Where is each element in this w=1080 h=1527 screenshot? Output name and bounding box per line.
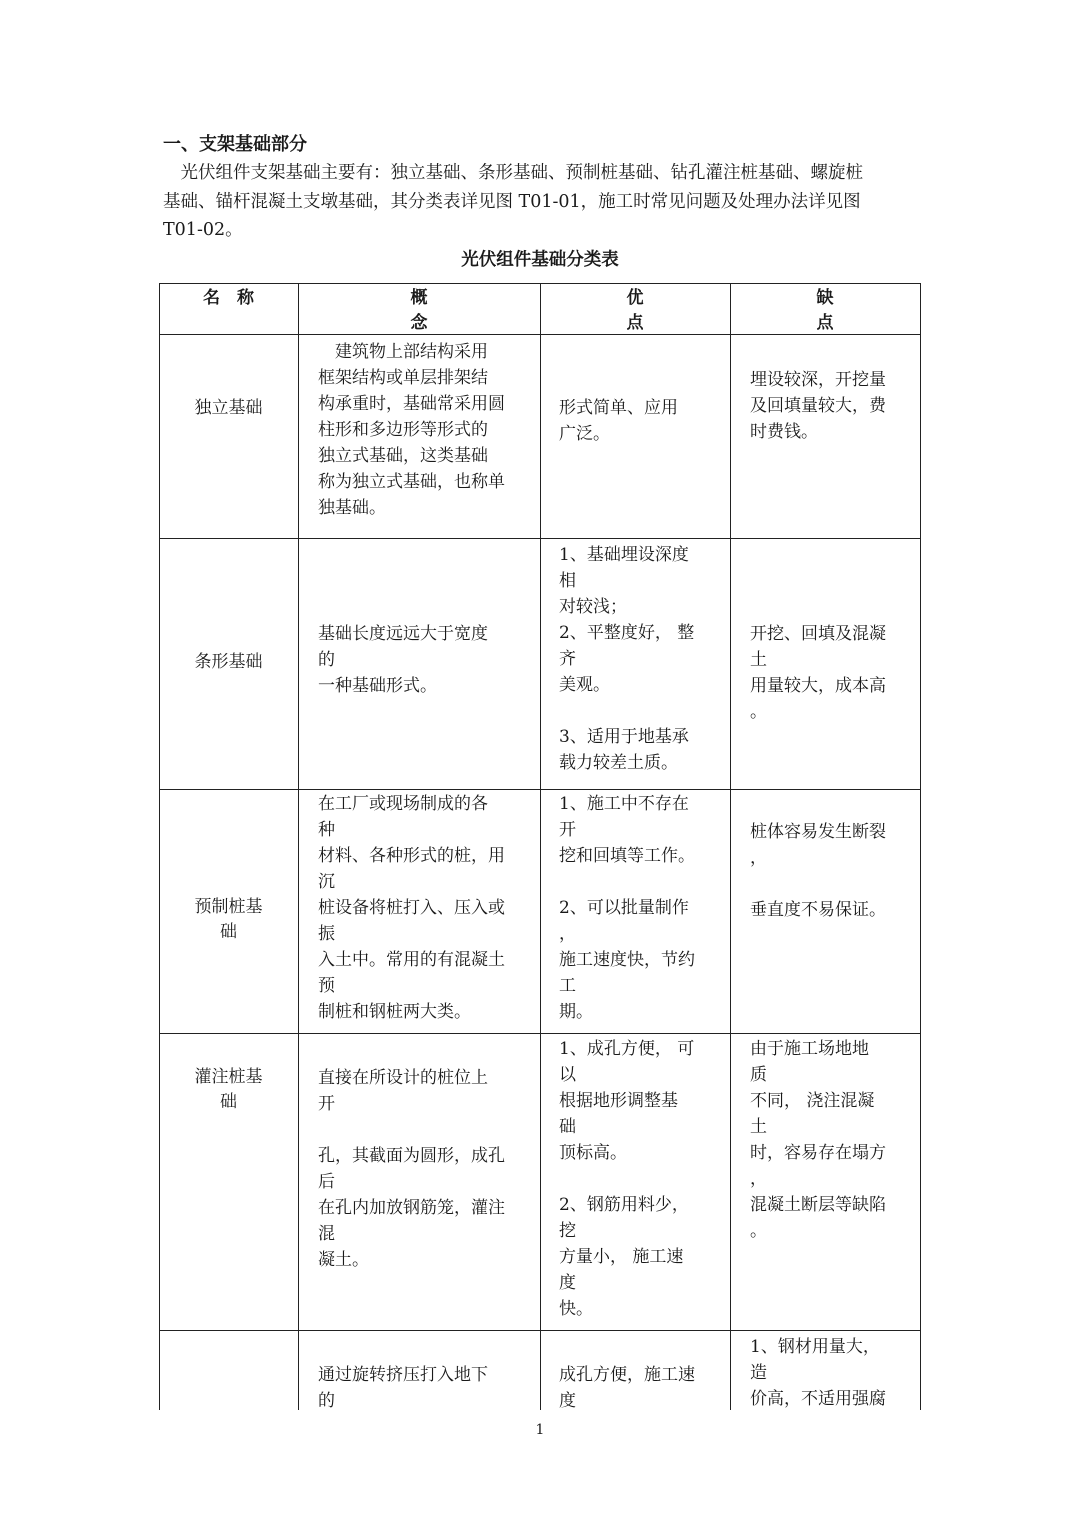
row-name: 条形基础: [194, 652, 263, 672]
row-name: 预制桩基 础: [194, 897, 263, 942]
table-divider: [159, 1330, 921, 1331]
table-title: 光伏组件基础分类表: [461, 250, 619, 270]
row-concept: 直接在所设计的桩位上 开 孔，其截面为圆形，成孔 后 在孔内加放钢筋笼，灌注 混 凝土。: [318, 1068, 505, 1270]
intro-line: 光伏组件支架基础主要有：独立基础、条形基础、预制桩基础、钻孔灌注桩基础、螺旋桩: [163, 163, 863, 183]
row-concept: 在工厂或现场制成的各 种 材料、各种形式的桩，用 沉 桩设备将桩打入、压入或 振 入土中。常用的有混凝土 预 制桩和钢桩两大类。: [318, 794, 505, 1022]
table-border: [920, 283, 921, 1410]
row-concept: 通过旋转挤压打入地下 的: [318, 1365, 488, 1411]
header-concept: 概 念: [410, 288, 428, 333]
table-border: [159, 283, 160, 1410]
intro-line: T01-02。: [163, 220, 243, 240]
section-heading: 一、支架基础部分: [163, 134, 307, 155]
row-advantages: 1、施工中不存在 开 挖和回填等工作。 2、可以批量制作 ， 施工速度快，节约 工 期。: [559, 794, 695, 1022]
row-disadvantages: 1、钢材用量大， 造 价高，不适用强腐: [750, 1337, 886, 1409]
table-divider: [159, 538, 921, 539]
row-advantages: 成孔方便，施工速 度: [559, 1365, 695, 1411]
table-divider: [540, 283, 541, 1410]
table-divider: [298, 283, 299, 1410]
row-concept: 基础长度远远大于宽度 的 一种基础形式。: [318, 624, 488, 696]
row-disadvantages: 桩体容易发生断裂 ， 垂直度不易保证。: [750, 822, 886, 920]
table-divider: [159, 789, 921, 790]
row-advantages: 形式简单、应用 广泛。: [559, 398, 678, 444]
foundation-classification-table: [159, 283, 921, 1410]
row-name: 独立基础: [194, 398, 263, 418]
table-divider: [730, 283, 731, 1410]
page-number: 1: [535, 1422, 545, 1438]
header-name: 名 称: [203, 288, 254, 308]
row-disadvantages: 埋设较深，开挖量 及回填量较大，费 时费钱。: [750, 370, 886, 442]
row-advantages: 1、基础埋设深度 相 对较浅； 2、平整度好， 整 齐 美观。 3、适用于地基承 载力较差土质。: [559, 545, 695, 773]
row-disadvantages: 开挖、回填及混凝 土 用量较大，成本高 。: [750, 624, 886, 722]
row-disadvantages: 由于施工场地地 质 不同， 浇注混凝 土 时，容易存在塌方 ， 混凝土断层等缺陷 。: [750, 1039, 886, 1241]
table-border: [159, 283, 921, 284]
intro-line: 基础、锚杆混凝土支墩基础，其分类表详见图 T01-01，施工时常见问题及处理办法详见图: [163, 191, 861, 212]
row-concept: 建筑物上部结构采用 框架结构或单层排架结 构承重时，基础常采用圆 柱形和多边形等形式的 独立式基础，这类基础 称为独立式基础，也称单 独基础。: [318, 342, 505, 518]
intro-paragraph: [163, 159, 923, 245]
header-disadvantages: 缺 点: [816, 288, 834, 333]
row-advantages: 1、成孔方便， 可 以 根据地形调整基 础 顶标高。 2、钢筋用料少， 挖 方量小， 施工速 度 快。: [559, 1039, 695, 1319]
table-divider: [159, 1033, 921, 1034]
header-advantages: 优 点: [626, 288, 644, 333]
row-name: 灌注桩基 础: [194, 1067, 263, 1112]
